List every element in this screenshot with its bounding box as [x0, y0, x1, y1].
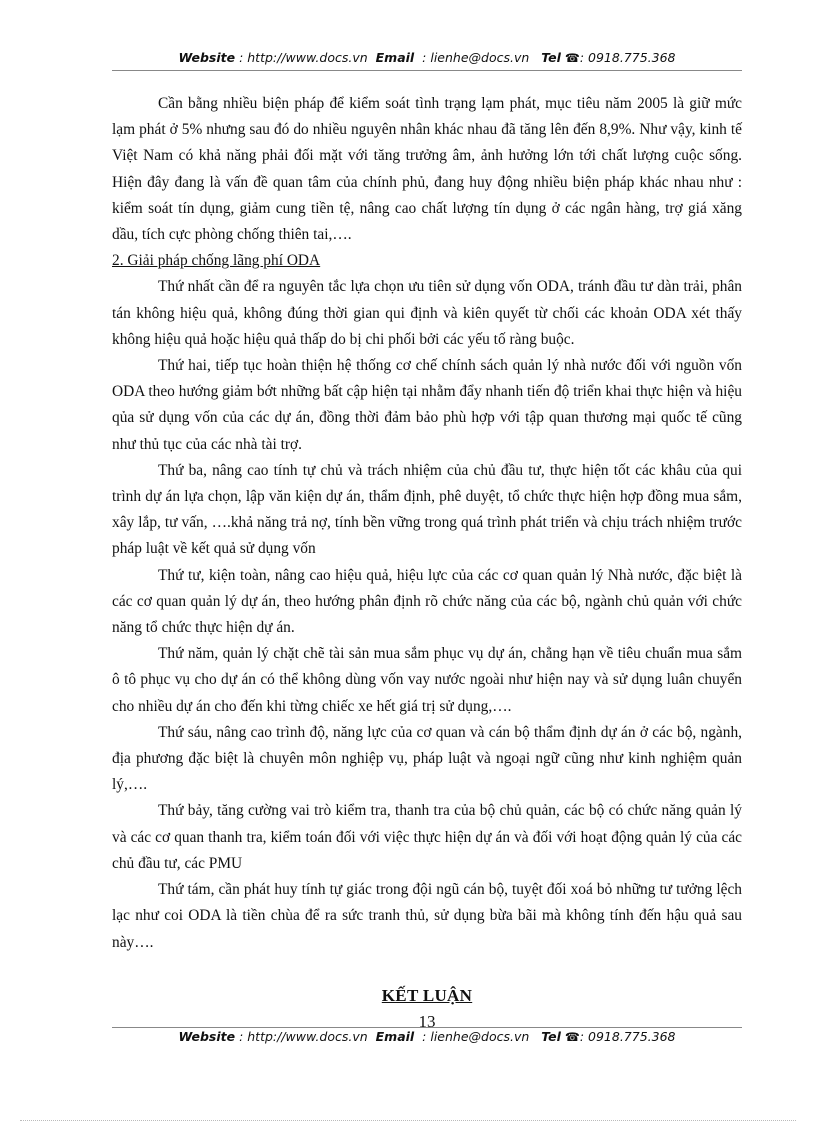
paragraph-first: Thứ nhất cần để ra nguyên tắc lựa chọn ưu tiên sử dụng vốn ODA, tránh đầu tư dàn trải, phân tán không hiệu quả, không đúng thời gian qui định và kiên quyết từ chối các khoản ODA xét thấy không hiệu quả hoặc hiệu quả thấp do bị chi phối bởi các yếu tố ràng buộc. — [112, 278, 742, 348]
paragraph-seventh: Thứ bảy, tăng cường vai trò kiểm tra, thanh tra của bộ chủ quản, các bộ có chức năng quản lý và các cơ quan thanh tra, kiểm toán đối với việc thực hiện dự án và đối với hoạt động quản lý của các chủ đầu tư, các PMU — [112, 802, 742, 872]
website-label: Website — [178, 1029, 236, 1044]
paragraph-sixth: Thứ sáu, nâng cao trình độ, năng lực của cơ quan và cán bộ thẩm định dự án ở các bộ, ngành, địa phương đặc biệt là chuyên môn nghiệp vụ, pháp luật và ngoại ngữ cũng như kinh nghiệm quản lý,…. — [112, 723, 742, 794]
email-label: Email — [375, 1029, 415, 1044]
paragraph-inflation: Cần bằng nhiều biện pháp để kiểm soát tình trạng lạm phát, mục tiêu năm 2005 là giữ mức lạm phát ở 5% nhưng sau đó do nhiều nguyên nhân khác nhau đã tăng lên đến 8,9%. Như vậy, kinh tế Việt Nam có khả năng phải đối mặt với tăng trưởng âm, ảnh hưởng lớn tới chất lượng cuộc sống. Hiện đây đang là vấn đề quan tâm của chính phủ, đang huy động nhiều biện pháp khác nhau như : kiểm soát tín dụng, giảm cung tiền tệ, nâng cao chất lượng tín dụng ở các ngân hàng, trợ giá xăng dầu, tích cực phòng chống thiên tai,…. — [112, 95, 742, 244]
tel-value: : 0918.775.368 — [579, 50, 676, 65]
paragraph-fourth: Thứ tư, kiện toàn, nâng cao hiệu quả, hiệu lực của các cơ quan quản lý Nhà nước, đặc biệt là các cơ quan quản lý dự án, theo hướng phân định rõ chức năng của các bộ, ngành chủ quản với chức năng tổ chức thực hiện dự án. — [112, 566, 742, 637]
telephone-icon: ☎ — [564, 1030, 580, 1044]
paragraph-second: Thứ hai, tiếp tục hoàn thiện hệ thống cơ chế chính sách quản lý nhà nước đối với nguồn vốn ODA theo hướng giảm bớt những bất cập hiện tại nhằm đẩy nhanh tiến độ triển khai thực hiện và hiệu qủa sử dụng vốn của các dự án, đồng thời đảm bảo phù hợp với tập quan thương mại quốc tế cũng như thủ tục của các nhà tài trợ. — [112, 357, 742, 453]
conclusion-heading: KẾT LUẬN — [381, 986, 473, 1005]
paragraph-third: Thứ ba, nâng cao tính tự chủ và trách nhiệm của chủ đầu tư, thực hiện tốt các khâu của qui trình dự án lựa chọn, lập văn kiện dự án, thẩm định, phê duyệt, tổ chức thực hiện hợp đồng mua sắm, xây lắp, tư vấn, ….khả năng trả nợ, tính bền vững trong quá trình phát triển và chịu trách nhiệm trước pháp luật về kết quả sử dụng vốn — [112, 461, 742, 558]
tel-label: Tel — [541, 50, 561, 65]
page-header — [112, 50, 742, 65]
website-label: Website — [178, 50, 236, 65]
tel-value: : 0918.775.368 — [579, 1029, 676, 1044]
email-link[interactable]: : lienhe@docs.vn — [422, 1029, 530, 1044]
header-rule — [112, 70, 742, 71]
paragraph-fifth: Thứ năm, quản lý chặt chẽ tài sản mua sắm phục vụ dự án, chẳng hạn về tiêu chuẩn mua sắm ô tô phục vụ cho dự án có thể không dùng vốn vay nước ngoài như hiện nay và sử dụng luân chuyển cho nhiều dự án cho đến khi từng chiếc xe hết giá trị sử dụng,…. — [112, 645, 742, 715]
email-label: Email — [375, 50, 415, 65]
website-link[interactable]: : http://www.docs.vn — [239, 50, 368, 65]
page-edge-dotted-line — [20, 1120, 796, 1121]
email-link[interactable]: : lienhe@docs.vn — [422, 50, 530, 65]
section-heading: 2. Giải pháp chống lãng phí ODA — [112, 252, 321, 270]
paragraph-eighth: Thứ tám, cần phát huy tính tự giác trong đội ngũ cán bộ, tuyệt đối xoá bỏ những tư tưởng lệch lạc như coi ODA là tiền chùa để ra sức tranh thủ, sử dụng bừa bãi mà không tính đến hậu quả sau này…. — [112, 881, 742, 951]
footer-rule — [112, 1027, 742, 1028]
telephone-icon: ☎ — [564, 51, 580, 65]
page-footer — [112, 1029, 742, 1044]
document-body — [112, 91, 742, 956]
tel-label: Tel — [541, 1029, 561, 1044]
page-number: 13 — [418, 1012, 436, 1031]
website-link[interactable]: : http://www.docs.vn — [239, 1029, 368, 1044]
